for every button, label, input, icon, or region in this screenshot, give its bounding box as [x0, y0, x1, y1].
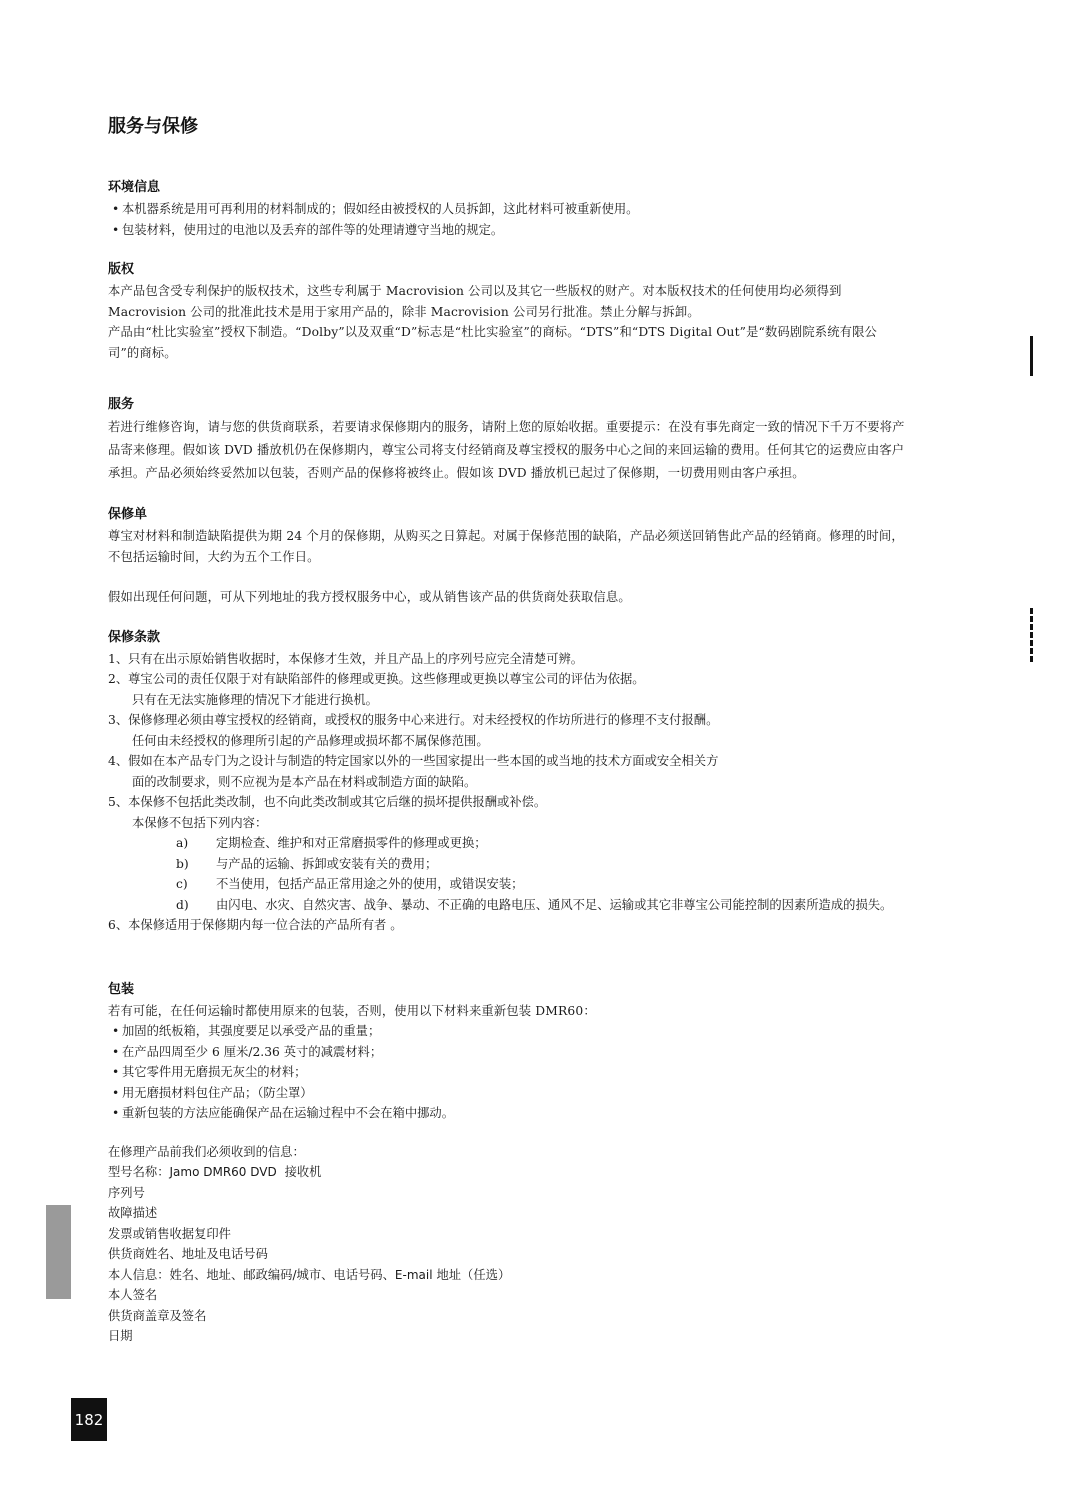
paragraph: 假如出现任何问题，可从下列地址的我方授权服务中心，或从销售该产品的供货商处获取信息。: [108, 590, 631, 604]
sub-list-item: d) 由闪电、水灾、自然灾害、战争、暴动、不正确的电路电压、通风不足、运输或其它非尊宝公司能控制的因素所造成的损失。: [176, 897, 893, 912]
page-number: 182: [71, 1398, 107, 1441]
info-intro: 在修理产品前我们必须收到的信息：: [108, 1144, 305, 1159]
section-heading: 保修单: [108, 507, 148, 522]
section-heading: 版权: [108, 262, 135, 277]
info-line: 日期: [108, 1329, 133, 1343]
info-line: 故障描述: [108, 1206, 158, 1220]
side-tab: [46, 1205, 71, 1299]
bullet-icon: •: [112, 1024, 120, 1038]
list-item: 1、只有在出示原始销售收据时，本保修才生效，并且产品上的序列号应完全清楚可辨。: [108, 651, 584, 666]
section-environment: [108, 176, 908, 240]
margin-mark-bar: [1030, 336, 1033, 376]
list-item: 5、本保修不包括此类改制，也不向此类改制或其它后继的损坏提供报酬或补偿。 本保修不包括下列内容：: [108, 795, 547, 830]
section-heading: 包装: [108, 981, 135, 997]
sub-list-item: c) 不当使用，包括产品正常用途之外的使用，或错误安装；: [176, 877, 524, 891]
bullet-icon: •: [112, 1065, 120, 1079]
bullet-item: • 在产品四周至少 6 厘米/2.36 英寸的减震材料；: [108, 1042, 908, 1063]
paragraph: 尊宝对材料和制造缺陷提供为期 24 个月的保修期，从购买之日算起。对属于保修范围的缺陷，产品必须送回销售此产品的经销商。修理的时间，不包括运输时间，大约为五个工作日。: [108, 529, 904, 564]
section-heading: 环境信息: [108, 180, 161, 195]
section-heading: 服务: [108, 397, 135, 412]
section-heading: 保修条款: [108, 629, 161, 645]
section-service: [108, 393, 908, 485]
paragraph: 若有可能，在任何运输时都使用原来的包装，否则，使用以下材料来重新包装 DMR60：: [108, 1003, 596, 1018]
bullet-item: • 其它零件用无磨损无灰尘的材料；: [108, 1062, 908, 1083]
info-line: 供货商盖章及签名: [108, 1308, 207, 1323]
list-item: 6、本保修适用于保修期内每一位合法的产品所有者 。: [108, 918, 403, 932]
section-packaging: [108, 978, 908, 1124]
bullet-icon: •: [112, 222, 120, 237]
sub-list-item: b) 与产品的运输、拆卸或安装有关的费用；: [176, 856, 438, 871]
bullet-item: • 加固的纸板箱，其强度要足以承受产品的重量；: [108, 1021, 908, 1042]
paragraph: 本产品包含受专利保护的版权技术，这些专利属于 Macrovision 公司以及其它一些版权的财产。对本版权技术的任何使用均必须得到 Macrovision 公司的批准此技术是用于家用产品的，除非 Macrovision 公司另行批准。禁止分解与拆卸。: [108, 284, 842, 319]
bullet-item: • 本机器系统是用可再利用的材料制成的；假如经由被授权的人员拆卸，这此材料可被重新使用。: [108, 199, 908, 220]
margin-mark-dashed: [1030, 608, 1033, 662]
list-item: 3、保修修理必须由尊宝授权的经销商，或授权的服务中心来进行。对未经授权的作坊所进行的修理不支付报酬。 任何由未经授权的修理所引起的产品修理或损坏都不属保修范围。: [108, 713, 719, 748]
sub-list-item: a) 定期检查、维护和对正常磨损零件的修理或更换；: [176, 836, 487, 850]
bullet-icon: •: [112, 1044, 120, 1059]
bullet-item: • 用无磨损材料包住产品；（防尘罩）: [108, 1083, 908, 1104]
info-personal: 本人信息：姓名、地址、邮政编码/城市、电话号码、E-mail 地址（任选）: [108, 1267, 511, 1282]
info-model: 型号名称：Jamo DMR60 DVD 接收机: [108, 1165, 322, 1179]
list-item: 4、假如在本产品专门为之设计与制造的特定国家以外的一些国家提出一些本国的或当地的技术方面或安全相关方 面的改制要求，则不应视为是本产品在材料或制造方面的缺陷。: [108, 754, 719, 789]
bullet-icon: •: [112, 202, 120, 216]
info-line: 发票或销售收据复印件: [108, 1226, 231, 1241]
list-item: 2、尊宝公司的责任仅限于对有缺陷部件的修理或更换。这些修理或更换以尊宝公司的评估为依据。 只有在无法实施修理的情况下才能进行换机。: [108, 672, 645, 707]
page-title: 服务与保修: [108, 116, 198, 137]
section-copyright: [108, 258, 908, 363]
info-line: 本人签名: [108, 1288, 158, 1302]
bullet-item: • 包装材料，使用过的电池以及丢弃的部件等的处理请遵守当地的规定。: [108, 220, 908, 241]
main-content: [108, 112, 908, 1365]
bullet-item: • 重新包装的方法应能确保产品在运输过程中不会在箱中挪动。: [108, 1103, 908, 1124]
section-terms: [108, 626, 908, 936]
section-required-info: [108, 1142, 908, 1347]
info-line: 供货商姓名、地址及电话号码: [108, 1247, 268, 1261]
info-line: 序列号: [108, 1185, 145, 1200]
bullet-icon: •: [112, 1085, 120, 1100]
paragraph: 若进行维修咨询，请与您的供货商联系，若要请求保修期内的服务，请附上您的原始收据。重要提示：在没有事先商定一致的情况下千万不要将产品寄来修理。假如该 DVD 播放机仍在保修期内，尊宝公司将支付经销商及尊宝授权的服务中心之间的来回运输的费用。任何其它的运费应由客户承担。产品必须始终妥然加以包装，否则产品的保修将被终止。假如该 DVD 播放机已起过了保修期，一切费用则由客户承担。: [108, 420, 905, 480]
section-warranty: [108, 503, 908, 608]
bullet-icon: •: [112, 1106, 120, 1120]
paragraph: 产品由“杜比实验室”授权下制造。“Dolby”以及双重“D”标志是“杜比实验室”的商标。“DTS”和“DTS Digital Out”是“数码剧院系统有限公司”的商标。: [108, 325, 878, 360]
